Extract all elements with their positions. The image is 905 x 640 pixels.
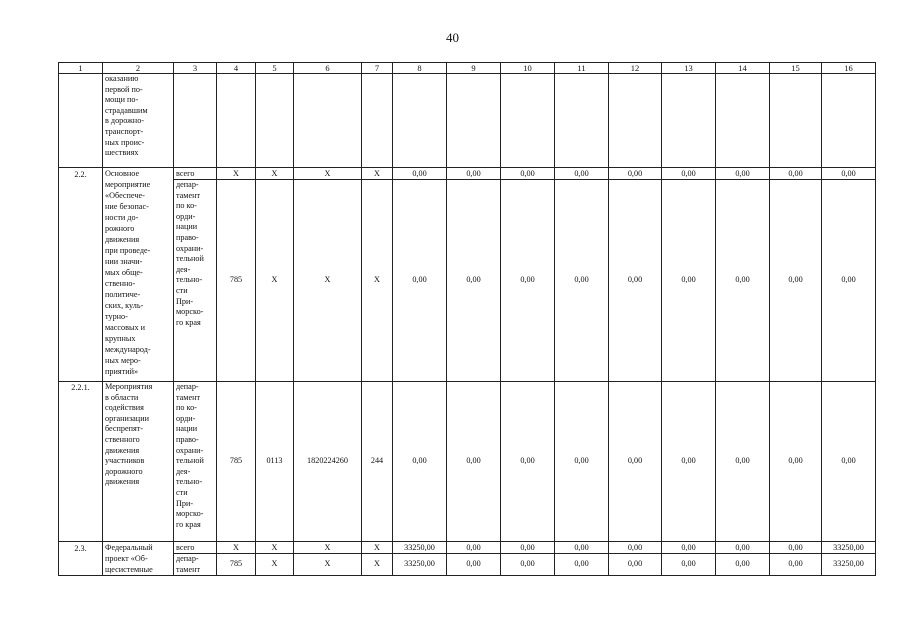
- col-header: 1: [59, 63, 103, 74]
- measure-name: оказанию первой по- мощи по- страдавшим в дорожно- транспорт- ных проис- шествиях: [103, 74, 174, 168]
- col-header: 3: [174, 63, 217, 74]
- amount-cell: 0,00: [447, 168, 501, 180]
- col-header: 9: [447, 63, 501, 74]
- amount-cell: 0,00: [555, 168, 609, 180]
- col-header: 2: [103, 63, 174, 74]
- measure-name: Мероприятия в области содействия организации беспрепят- ственного движения участников дорожного движения: [103, 382, 174, 542]
- amount-cell: 0,00: [662, 180, 716, 382]
- amount-cell: 0,00: [447, 554, 501, 576]
- table-row: [59, 180, 876, 382]
- amount-cell: 0,00: [609, 180, 662, 382]
- amount-cell: 0,00: [393, 168, 447, 180]
- cell: X: [256, 168, 294, 180]
- col-header: 11: [555, 63, 609, 74]
- amount-cell: 0,00: [501, 168, 555, 180]
- cell: X: [256, 180, 294, 382]
- cell: 785: [217, 180, 256, 382]
- responsible: депар- тамент по ко- орди- нации право- охрани- тельной дея- тельно- сти При- морско- го края: [174, 382, 217, 542]
- amount-cell: 0,00: [447, 180, 501, 382]
- amount-cell: 0,00: [555, 554, 609, 576]
- budget-table: [58, 62, 876, 576]
- amount-cell: 0,00: [662, 168, 716, 180]
- amount-cell: 0,00: [822, 168, 876, 180]
- amount-cell: 0,00: [716, 180, 770, 382]
- amount-cell: 0,00: [501, 180, 555, 382]
- cell: X: [294, 554, 362, 576]
- amount-cell: 0,00: [501, 382, 555, 542]
- measure-name: Федеральный проект «Об- щесистемные: [103, 542, 174, 576]
- amount-cell: 0,00: [716, 554, 770, 576]
- table-row: [59, 168, 876, 180]
- col-header: 13: [662, 63, 716, 74]
- cell: X: [256, 542, 294, 554]
- responsible: всего: [174, 542, 217, 554]
- page-number: 40: [446, 30, 459, 45]
- item-code: 2.2.: [59, 168, 103, 382]
- amount-cell: 33250,00: [822, 554, 876, 576]
- amount-cell: 0,00: [609, 382, 662, 542]
- amount-cell: 0,00: [822, 382, 876, 542]
- col-header: 5: [256, 63, 294, 74]
- cell: 0113: [256, 382, 294, 542]
- amount-cell: 33250,00: [393, 542, 447, 554]
- col-header: 4: [217, 63, 256, 74]
- cell: 785: [217, 554, 256, 576]
- amount-cell: 0,00: [716, 382, 770, 542]
- amount-cell: 0,00: [555, 382, 609, 542]
- amount-cell: 0,00: [609, 168, 662, 180]
- cell: X: [362, 554, 393, 576]
- table-row: [59, 382, 876, 542]
- amount-cell: 0,00: [662, 542, 716, 554]
- amount-cell: 33250,00: [822, 542, 876, 554]
- amount-cell: 0,00: [716, 168, 770, 180]
- responsible: депар- тамент по ко- орди- нации право- охрани- тельной дея- тельно- сти При- морско- го края: [174, 180, 217, 382]
- cell: X: [294, 168, 362, 180]
- amount-cell: 0,00: [501, 554, 555, 576]
- amount-cell: 0,00: [770, 542, 822, 554]
- amount-cell: 0,00: [609, 554, 662, 576]
- amount-cell: 0,00: [770, 180, 822, 382]
- amount-cell: 0,00: [770, 554, 822, 576]
- table-row: [59, 74, 876, 168]
- amount-cell: 33250,00: [393, 554, 447, 576]
- col-header: 6: [294, 63, 362, 74]
- col-header: 8: [393, 63, 447, 74]
- cell: X: [217, 542, 256, 554]
- col-header: 7: [362, 63, 393, 74]
- col-header: 14: [716, 63, 770, 74]
- amount-cell: 0,00: [662, 382, 716, 542]
- amount-cell: 0,00: [555, 542, 609, 554]
- item-code: 2.2.1.: [59, 382, 103, 542]
- responsible: депар- тамент: [174, 554, 217, 576]
- amount-cell: 0,00: [501, 542, 555, 554]
- amount-cell: 0,00: [393, 180, 447, 382]
- responsible: всего: [174, 168, 217, 180]
- table-row: [59, 554, 876, 576]
- amount-cell: 0,00: [662, 554, 716, 576]
- cell: X: [294, 542, 362, 554]
- column-number-row: [59, 63, 876, 74]
- cell: X: [256, 554, 294, 576]
- cell: X: [362, 168, 393, 180]
- amount-cell: 0,00: [555, 180, 609, 382]
- cell: 1820224260: [294, 382, 362, 542]
- item-code: 2.3.: [59, 542, 103, 576]
- amount-cell: 0,00: [393, 382, 447, 542]
- cell: X: [294, 180, 362, 382]
- amount-cell: 0,00: [447, 382, 501, 542]
- cell: X: [362, 542, 393, 554]
- cell: 785: [217, 382, 256, 542]
- cell: 244: [362, 382, 393, 542]
- col-header: 12: [609, 63, 662, 74]
- cell: X: [362, 180, 393, 382]
- amount-cell: 0,00: [822, 180, 876, 382]
- amount-cell: 0,00: [770, 382, 822, 542]
- amount-cell: 0,00: [447, 542, 501, 554]
- amount-cell: 0,00: [770, 168, 822, 180]
- table-row: [59, 542, 876, 554]
- amount-cell: 0,00: [609, 542, 662, 554]
- col-header: 16: [822, 63, 876, 74]
- col-header: 15: [770, 63, 822, 74]
- measure-name: Основное мероприятие «Обеспече- ние безопас- ности до- рожного движения при проведе- нии значи- мых обще- ственно- политиче- ских, куль- турно- массовых и крупных международ- ных меро- приятий»: [103, 168, 174, 382]
- col-header: 10: [501, 63, 555, 74]
- amount-cell: 0,00: [716, 542, 770, 554]
- cell: X: [217, 168, 256, 180]
